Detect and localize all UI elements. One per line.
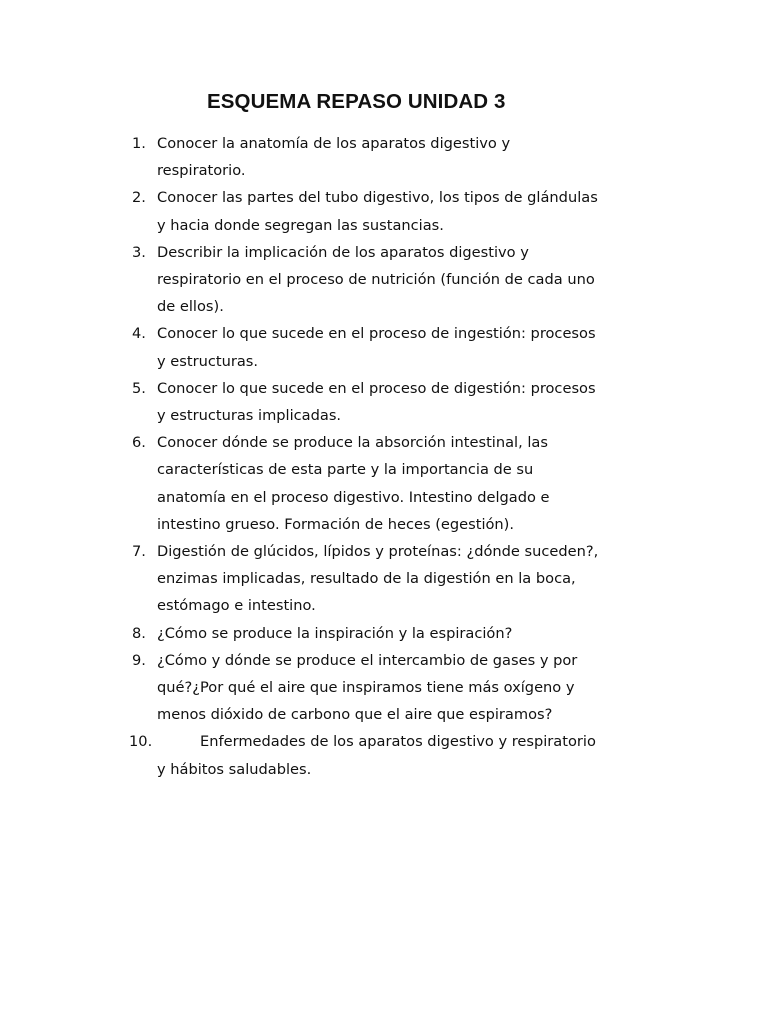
item-text: Conocer las partes del tubo digestivo, los tipos de glándulas y hacia donde segregan las sustancias. — [157, 189, 598, 234]
item-number: 1. — [132, 135, 146, 152]
list-item-2 — [0, 184, 768, 238]
item-number: 4. — [132, 325, 146, 343]
item-text: Conocer la anatomía de los aparatos digestivo y respiratorio. — [157, 135, 511, 180]
item-number: 3. — [132, 243, 146, 261]
review-list — [0, 130, 768, 783]
document-title: ESQUEMA REPASO UNIDAD 3 — [207, 90, 506, 113]
item-text: Describir la implicación de los aparatos digestivo y respiratorio en el proceso de nutrición (función de cada uno de ellos). — [157, 243, 595, 316]
list-item-3 — [0, 239, 768, 321]
item-number: 9. — [132, 651, 146, 669]
item-text: Enfermedades de los aparatos digestivo y respiratorio y hábitos saludables. — [157, 733, 596, 778]
list-item-10 — [0, 728, 768, 782]
list-item-8 — [0, 620, 768, 647]
item-number: 5. — [132, 379, 146, 397]
item-text: Conocer lo que sucede en el proceso de digestión: procesos y estructuras implicadas. — [157, 379, 596, 425]
item-number: 8. — [132, 624, 146, 642]
list-item-5 — [0, 375, 768, 429]
item-number: 10. — [129, 733, 153, 751]
item-number: 7. — [132, 543, 146, 561]
item-text: Digestión de glúcidos, lípidos y proteínas: ¿dónde suceden?, enzimas implicadas, resultado de la digestión en la boca, estómago e intestino. — [157, 543, 599, 615]
item-text: Conocer dónde se produce la absorción intestinal, las características de esta parte y la importancia de su anatomía en el proceso digestivo. Intestino delgado e intestino grueso. Formación de heces (egestión). — [157, 434, 550, 533]
item-text: Conocer lo que sucede en el proceso de ingestión: procesos y estructuras. — [157, 325, 596, 370]
item-number: 6. — [132, 434, 146, 452]
item-text: ¿Cómo y dónde se produce el intercambio de gases y por qué?¿Por qué el aire que inspiramos tiene más oxígeno y menos dióxido de carbono que el aire que espiramos? — [157, 651, 578, 724]
item-number: 2. — [132, 189, 146, 207]
item-text: ¿Cómo se produce la inspiración y la espiración? — [157, 624, 513, 642]
list-item-9 — [0, 647, 768, 729]
list-item-1 — [0, 130, 768, 184]
list-item-7 — [0, 538, 768, 620]
list-item-6 — [0, 429, 768, 538]
list-item-4 — [0, 320, 768, 374]
